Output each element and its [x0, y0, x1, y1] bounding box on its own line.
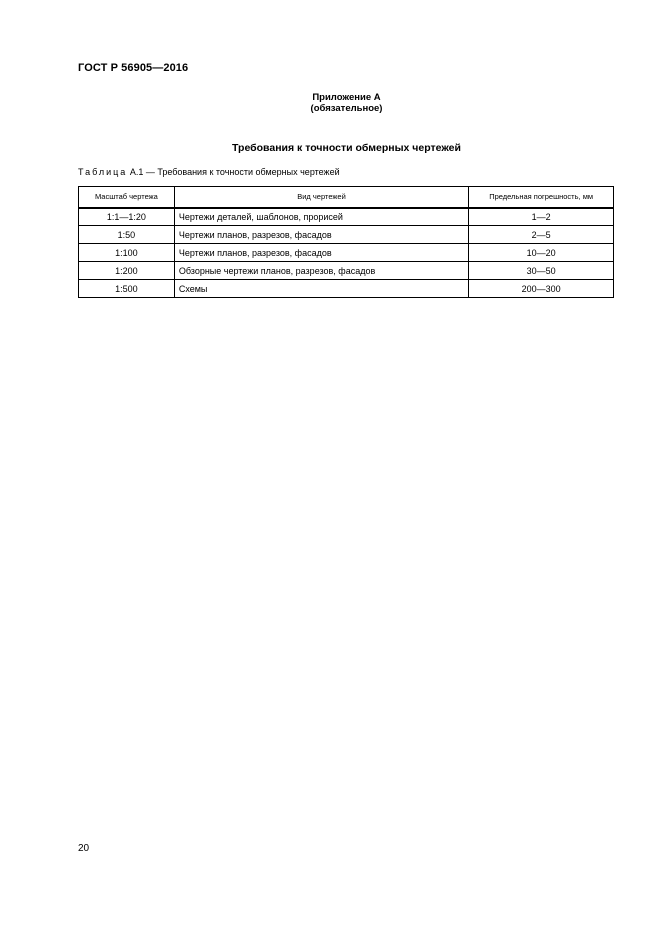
cell-scale: 1:500 — [79, 280, 175, 298]
cell-scale: 1:200 — [79, 262, 175, 280]
page-number: 20 — [78, 843, 90, 854]
cell-scale: 1:50 — [79, 226, 175, 244]
cell-drawing-type: Чертежи деталей, шаблонов, прорисей — [174, 208, 468, 226]
cell-drawing-type: Чертежи планов, разрезов, фасадов — [174, 244, 468, 262]
cell-drawing-type: Обзорные чертежи планов, разрезов, фасадов — [174, 262, 468, 280]
table-row — [79, 262, 614, 280]
cell-max-error: 10—20 — [469, 244, 614, 262]
table-row — [79, 280, 614, 298]
cell-drawing-type: Чертежи планов, разрезов, фасадов — [174, 226, 468, 244]
table-row — [79, 226, 614, 244]
table-row — [79, 208, 614, 226]
cell-max-error: 30—50 — [469, 262, 614, 280]
column-header-max-error: Предельная погрешность, мм — [469, 187, 614, 208]
column-header-scale: Масштаб чертежа — [79, 187, 175, 208]
cell-scale: 1:100 — [79, 244, 175, 262]
cell-scale: 1:1—1:20 — [79, 208, 175, 226]
table-row — [79, 244, 614, 262]
cell-max-error: 1—2 — [469, 208, 614, 226]
table-caption — [78, 167, 340, 177]
cell-max-error: 200—300 — [469, 280, 614, 298]
table-caption-text: А.1 — Требования к точности обмерных чертежей — [129, 167, 340, 177]
table-caption-label: Таблица — [78, 167, 128, 177]
section-title: Требования к точности обмерных чертежей — [232, 142, 461, 154]
document-code: ГОСТ Р 56905—2016 — [78, 62, 189, 74]
accuracy-requirements-table — [78, 186, 614, 298]
table-header-row — [79, 187, 614, 208]
cell-max-error: 2—5 — [469, 226, 614, 244]
cell-drawing-type: Схемы — [174, 280, 468, 298]
column-header-drawing-type: Вид чертежей — [174, 187, 468, 208]
appendix-title: Приложение А — [312, 92, 381, 103]
appendix-status: (обязательное) — [310, 103, 383, 114]
